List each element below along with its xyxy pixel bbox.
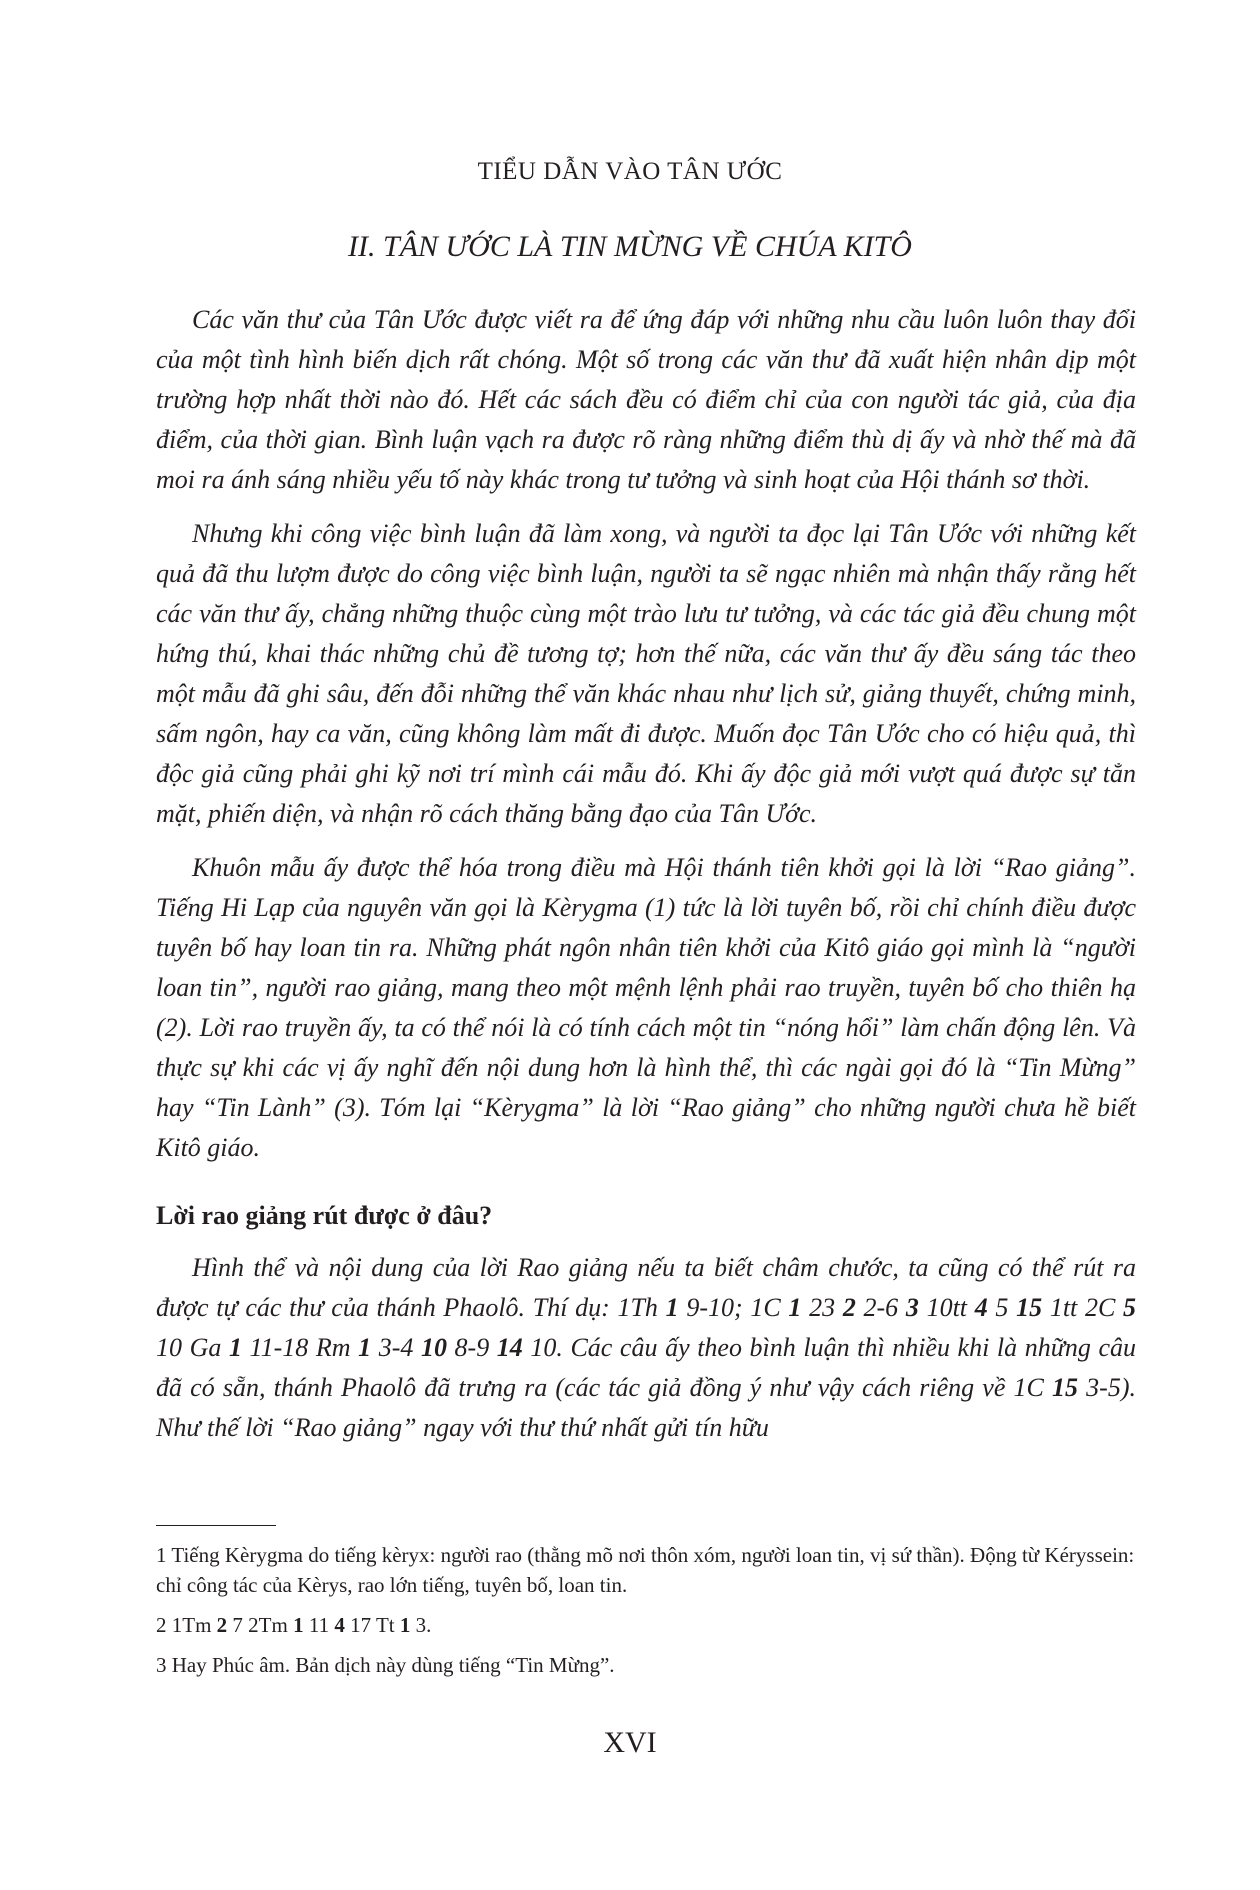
section-title: II. TÂN ƯỚC LÀ TIN MỪNG VỀ CHÚA KITÔ — [348, 230, 912, 263]
paragraph-4: Hình thể và nội dung của lời Rao giảng nếu ta biết châm chước, ta cũng có thể rút ra được tự các thư của thánh Phaolô. Thí dụ: 1Th 1 9-10; 1C 1 23 2 2-6 3 10tt 4 5 15 1tt 2C 5 10 Ga 1 11-18 Rm 1 3-4 10 8-9 14 10. Các câu ấy theo bình luận thì nhiều khi là những câu đã có sẵn, thánh Phaolô đã trưng ra (các tác giả đồng ý như vậy cách riêng về 1C 15 3-5). Như thế lời “Rao giảng” ngay với thư thứ nhất gửi tín hữu — [156, 1253, 1137, 1442]
footnotes — [156, 1540, 1136, 1690]
paragraph-2: Nhưng khi công việc bình luận đã làm xong, và người ta đọc lại Tân Ước với những kết quả đã thu lượm được do công việc bình luận, người ta sẽ ngạc nhiên mà nhận thấy rằng hết các văn thư ấy, chẳng những thuộc cùng một trào lưu tư tưởng, và các tác giả đều chung một hứng thú, khai thác những chủ đề tương tợ; hơn thế nữa, các văn thư ấy đều sáng tác theo một mẫu đã ghi sâu, đến đỗi những thể văn khác nhau như lịch sử, giảng thuyết, chứng minh, sấm ngôn, hay ca văn, cũng không làm mất đi được. Muốn đọc Tân Ước cho có hiệu quả, thì độc giả cũng phải ghi kỹ nơi trí mình cái mẫu đó. Khi ấy độc giả mới vượt quá được sự tẳn mặt, phiến diện, và nhận rõ cách thăng bằng đạo của Tân Ước. — [156, 519, 1136, 828]
footnote-2: 2 1Tm 2 7 2Tm 1 11 4 17 Tt 1 3. — [156, 1613, 432, 1637]
page-number: XVI — [603, 1726, 657, 1759]
body-text — [156, 300, 1136, 1462]
paragraph-3: Khuôn mẫu ấy được thể hóa trong điều mà Hội thánh tiên khởi gọi là lời “Rao giảng”. Tiếng Hi Lạp của nguyên văn gọi là Kèrygma (1) tức là lời tuyên bố, rồi chỉ chính điều được tuyên bố hay loan tin ra. Những phát ngôn nhân tiên khởi của Kitô giáo gọi mình là “người loan tin”, người rao giảng, mang theo một mệnh lệnh phải rao truyền, tuyên bố cho thiên hạ (2). Lời rao truyền ấy, ta có thể nói là có tính cách một tin “nóng hổi” làm chấn động lên. Và thực sự khi các vị ấy nghĩ đến nội dung hơn là hình thể, thì các ngài gọi đó là “Tin Mừng” hay “Tin Lành” (3). Tóm lại “Kèrygma” là lời “Rao giảng” cho những người chưa hề biết Kitô giáo. — [156, 853, 1136, 1162]
footnote-rule — [156, 1525, 276, 1526]
running-head: TIỂU DẪN VÀO TÂN ƯỚC — [477, 158, 783, 185]
subheading: Lời rao giảng rút được ở đâu? — [156, 1201, 493, 1230]
footnote-3: 3 Hay Phúc âm. Bản dịch này dùng tiếng “Tin Mừng”. — [156, 1653, 615, 1677]
footnote-1: 1 Tiếng Kèrygma do tiếng kèryx: người rao (thằng mõ nơi thôn xóm, người loan tin, vị sứ thần). Động từ Kéryssein: chỉ công tác của Kèrys, rao lớn tiếng, tuyên bố, loan tin. — [156, 1543, 1135, 1597]
paragraph-1: Các văn thư của Tân Ước được viết ra để ứng đáp với những nhu cầu luôn luôn thay đổi của một tình hình biến dịch rất chóng. Một số trong các văn thư đã xuất hiện nhân dịp một trường hợp nhất thời nào đó. Hết các sách đều có điểm chỉ của con người tác giả, của địa điểm, của thời gian. Bình luận vạch ra được rõ ràng những điểm thù dị ấy và nhờ thế mà đã moi ra ánh sáng nhiều yếu tố này khác trong tư tưởng và sinh hoạt của Hội thánh sơ thời. — [156, 305, 1136, 494]
